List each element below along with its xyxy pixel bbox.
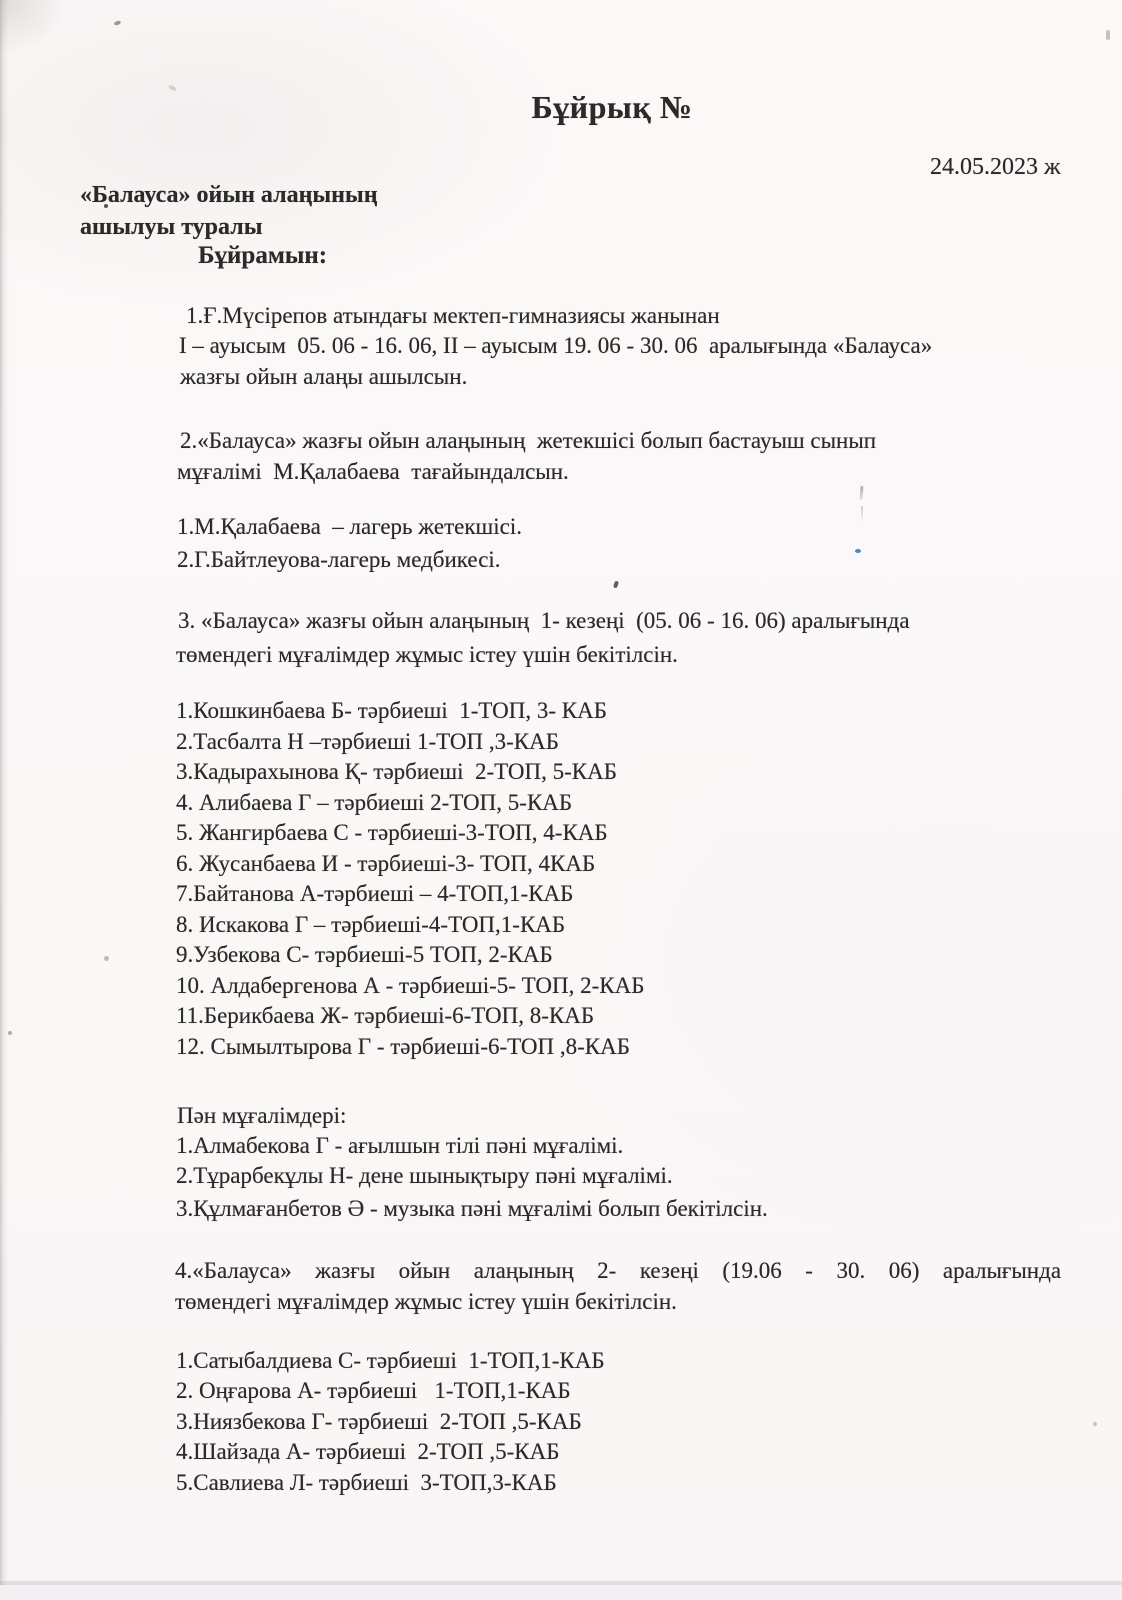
item1-line: 1.Ғ.Мүсірепов атындағы мектеп-гимназиясы жанынан bbox=[186, 303, 720, 328]
scan-left-edge-shadow bbox=[0, 0, 9, 1600]
subject-teachers-heading: Пән мұғалімдері: bbox=[177, 1103, 347, 1128]
item3-line: 3. «Балауса» жазғы ойын алаңының 1- кезеңі (05. 06 - 16. 06) аралығында bbox=[178, 608, 910, 633]
document-title: Бұйрық № bbox=[531, 89, 693, 125]
scan-scratch bbox=[860, 486, 864, 500]
subject-teacher-item: 3.Құлмағанбетов Ә - музыка пәні мұғалімі болып бекітілсін. bbox=[176, 1196, 768, 1221]
item2-line: 2.«Балауса» жазғы ойын алаңының жетекшісі болып бастауыш сынып bbox=[180, 428, 877, 453]
document-date: 24.05.2023 ж bbox=[930, 154, 1061, 180]
stage2-teacher-item: 5.Савлиева Л- тәрбиеші 3-ТОП,3-КАБ bbox=[176, 1470, 557, 1495]
stage2-teacher-item: 4.Шайзада А- тәрбиеші 2-ТОП ,5-КАБ bbox=[176, 1439, 560, 1464]
item4-line: төмендегі мұғалімдер жұмыс істеу үшін бекітілсін. bbox=[175, 1289, 677, 1314]
stage1-teacher-item: 1.Кошкинбаева Б- тәрбиеші 1-ТОП, 3- КАБ bbox=[176, 698, 607, 723]
scan-speck bbox=[1093, 1422, 1097, 1426]
scan-speck bbox=[8, 1031, 12, 1035]
scan-scratch bbox=[861, 506, 863, 522]
item1-line: жазғы ойын алаңы ашылсын. bbox=[180, 364, 468, 389]
stage1-teacher-item: 6. Жусанбаева И - тәрбиеші-3- ТОП, 4КАБ bbox=[176, 851, 596, 876]
stage1-teacher-item: 9.Узбекова С- тәрбиеші-5 ТОП, 2-КАБ bbox=[176, 942, 553, 967]
item4-line: 4.«Балауса» жазғы ойын алаңының 2- кезеңі (19.06 - 30. 06) аралығында bbox=[175, 1258, 1062, 1283]
item3-line: төмендегі мұғалімдер жұмыс істеу үшін бекітілсін. bbox=[176, 642, 678, 667]
scan-speck bbox=[114, 20, 122, 26]
stage2-teacher-item: 2. Оңғарова А- тәрбиеші 1-ТОП,1-КАБ bbox=[176, 1378, 571, 1403]
scan-speck bbox=[613, 581, 619, 589]
stage1-teacher-item: 12. Сымылтырова Г - тәрбиеші-6-ТОП ,8-КАБ bbox=[176, 1034, 630, 1059]
scan-corner-smudge bbox=[0, 0, 70, 55]
stage1-teacher-item: 4. Алибаева Г – тәрбиеші 2-ТОП, 5-КАБ bbox=[176, 790, 573, 815]
stage1-teacher-item: 11.Берикбаева Ж- тәрбиеші-6-ТОП, 8-КАБ bbox=[176, 1003, 595, 1028]
scan-speck bbox=[104, 956, 109, 961]
stage2-teacher-item: 3.Ниязбекова Г- тәрбиеші 2-ТОП ,5-КАБ bbox=[176, 1409, 582, 1434]
scan-bottom-band bbox=[0, 1581, 1122, 1600]
stage1-teacher-item: 5. Жангирбаева С - тәрбиеші-3-ТОП, 4-КАБ bbox=[176, 820, 608, 845]
stage1-teacher-item: 7.Байтанова А-тәрбиеші – 4-ТОП,1-КАБ bbox=[176, 881, 574, 906]
scan-speck bbox=[168, 84, 178, 92]
stage1-teacher-item: 2.Тасбалта Н –тәрбиеші 1-ТОП ,3-КАБ bbox=[176, 729, 559, 754]
stage1-teacher-item: 10. Алдабергенова А - тәрбиеші-5- ТОП, 2-КАБ bbox=[176, 973, 645, 998]
stage1-teacher-item: 8. Искакова Г – тәрбиеші-4-ТОП,1-КАБ bbox=[176, 912, 566, 937]
stage1-teacher-item: 3.Кадырахынова Қ- тәрбиеші 2-ТОП, 5-КАБ bbox=[176, 759, 617, 784]
stage2-teacher-item: 1.Сатыбалдиева С- тәрбиеші 1-ТОП,1-КАБ bbox=[176, 1348, 605, 1373]
item2-line: мұғалімі М.Қалабаева тағайындалсын. bbox=[177, 459, 569, 484]
subject-line-2: ашылуы туралы bbox=[80, 214, 263, 240]
subject-line-1: «Балауса» ойын алаңының bbox=[80, 182, 378, 208]
camp-staff-item: 2.Г.Байтлеуова-лагерь медбикесі. bbox=[177, 547, 501, 572]
subject-teacher-item: 2.Тұрарбекұлы Н- дене шынықтыру пәні мұғалімі. bbox=[176, 1163, 673, 1188]
item1-line: І – ауысым 05. 06 - 16. 06, ІІ – ауысым 19. 06 - 30. 06 аралығында «Балауса» bbox=[179, 333, 933, 358]
resolution-word: Бұйрамын: bbox=[198, 242, 328, 269]
scan-blue-speck bbox=[855, 549, 861, 553]
camp-staff-item: 1.М.Қалабаева – лагерь жетекшісі. bbox=[177, 514, 522, 539]
subject-teacher-item: 1.Алмабекова Г - ағылшын тілі пәні мұғалімі. bbox=[176, 1133, 624, 1158]
scan-speck bbox=[1106, 30, 1110, 40]
